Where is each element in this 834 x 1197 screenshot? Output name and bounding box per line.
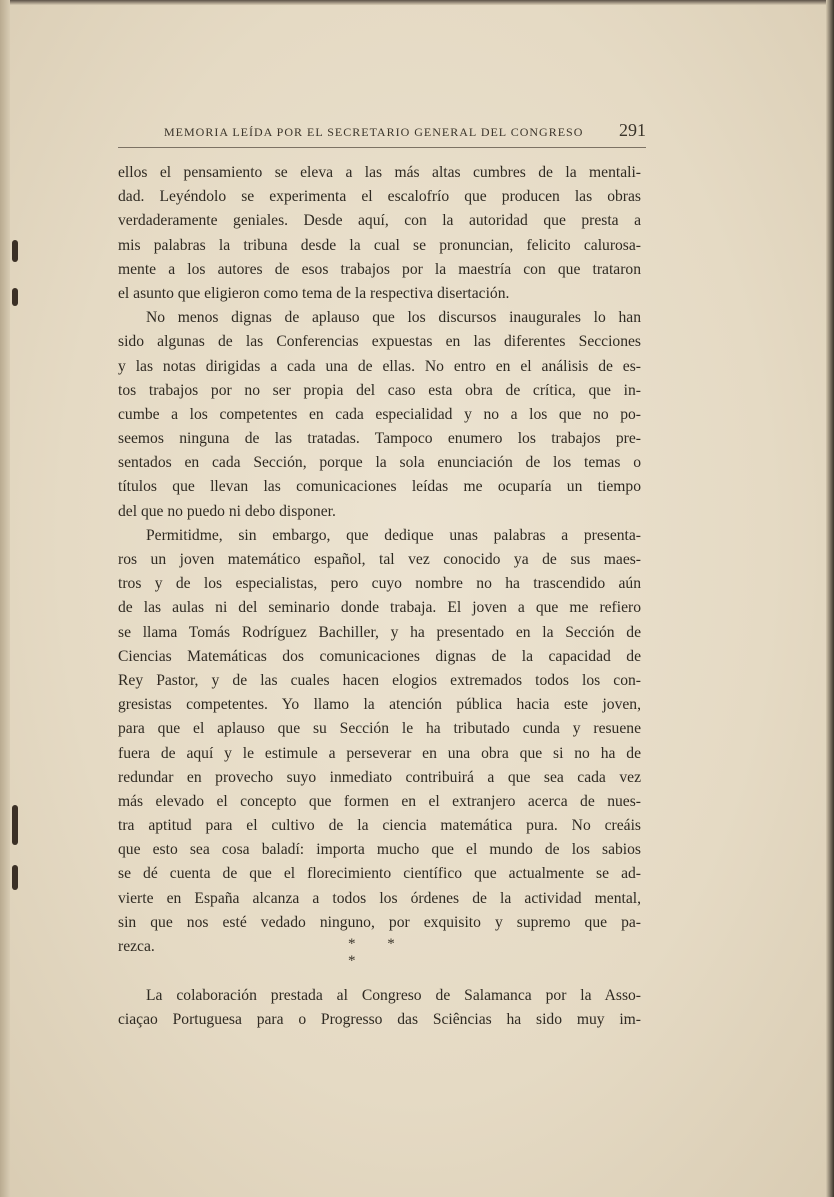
- text-line: vierte en España alcanza a todos los órdenes de la actividad mental,: [118, 889, 641, 907]
- page-right-edge: [826, 0, 834, 1197]
- text-line: mis palabras la tribuna desde la cual se pronuncian, felicito calurosa-: [118, 236, 641, 254]
- text-line: rezca.: [118, 938, 155, 955]
- text-line: se llama Tomás Rodríguez Bachiller, y ha presentado en la Sección de: [118, 623, 641, 641]
- closing-paragraph: [118, 984, 641, 1032]
- text-line: se dé cuenta de que el florecimiento científico que actualmente se ad-: [118, 865, 641, 883]
- text-line: sin que nos esté vedado ninguno, por exquisito y supremo que pa-: [118, 913, 641, 931]
- main-text: [118, 161, 641, 959]
- text-line: redundar en provecho suyo inmediato contribuirá a que sea cada vez: [118, 768, 641, 786]
- text-line: y las notas dirigidas a cada una de ellas. No entro en el análisis de es-: [118, 357, 641, 375]
- page-top-edge: [0, 0, 834, 5]
- text-line: mente a los autores de esos trabajos por la maestría con que trataron: [118, 260, 641, 278]
- text-line: del que no puedo ni debo disponer.: [118, 502, 336, 520]
- page-number: 291: [619, 120, 646, 140]
- text-line: ciaçao Portuguesa para o Progresso das Sciências ha sido muy im-: [118, 1011, 641, 1029]
- text-line: cumbe a los competentes en cada especialidad y no a los que no po-: [118, 405, 641, 423]
- section-separator: * * *: [348, 936, 409, 969]
- binding-hole-mark: [12, 865, 18, 890]
- text-line: gresistas competentes. Yo llamo la atención pública hacia este joven,: [118, 696, 641, 714]
- text-line: de las aulas ni del seminario donde trabaja. El joven a que me refiero: [118, 599, 641, 617]
- text-line: tra aptitud para el cultivo de la ciencia matemática pura. No creáis: [118, 817, 641, 835]
- paragraph-3: [118, 524, 641, 959]
- text-line: verdaderamente geniales. Desde aquí, con la autoridad que presta a: [118, 212, 641, 230]
- paragraph-1: [118, 161, 641, 306]
- text-line: dad. Leyéndolo se experimenta el escalofrío que producen las obras: [118, 188, 641, 206]
- running-header-title: MEMORIA LEÍDA POR EL SECRETARIO GENERAL DEL CONGRESO: [164, 125, 584, 139]
- text-line: ellos el pensamiento se eleva a las más altas cumbres de la mentali-: [118, 164, 641, 181]
- binding-hole-mark: [12, 240, 18, 262]
- text-line: Rey Pastor, y de las cuales hacen elogios extremados todos los con-: [118, 671, 641, 689]
- text-line: sido algunas de las Conferencias expuestas en las diferentes Secciones: [118, 333, 641, 351]
- text-line: el asunto que eligieron como tema de la respectiva disertación.: [118, 284, 510, 302]
- text-line: ros un joven matemático español, tal vez conocido ya de sus maes-: [118, 551, 641, 568]
- text-line: Permitidme, sin embargo, que dedique unas palabras a presenta-: [146, 526, 641, 544]
- text-line: seemos ninguna de las tratadas. Tampoco enumero los trabajos pre-: [118, 430, 641, 448]
- text-line: títulos que llevan las comunicaciones leídas me ocuparía un tiempo: [118, 478, 641, 496]
- text-line: sentados en cada Sección, porque la sola enunciación de los temas o: [118, 454, 641, 472]
- text-line: fuera de aquí y le estimule a perseverar en una obra que si no ha de: [118, 744, 641, 762]
- text-line: más elevado el concepto que formen en el extranjero acerca de nues-: [118, 792, 641, 810]
- text-line: No menos dignas de aplauso que los discursos inaugurales lo han: [146, 309, 641, 327]
- binding-hole-mark: [12, 288, 18, 306]
- page-left-edge: [0, 0, 10, 1197]
- text-line: Ciencias Matemáticas dos comunicaciones dignas de la capacidad de: [118, 647, 641, 665]
- text-line: tos trabajos por no ser propia del caso esta obra de crítica, que in-: [118, 381, 641, 399]
- binding-hole-mark: [12, 805, 18, 845]
- paragraph-2: [118, 306, 641, 524]
- text-line: para que el aplauso que su Sección le ha tributado cunda y resuene: [118, 720, 641, 738]
- running-header: [118, 120, 646, 144]
- header-rule: [118, 147, 646, 148]
- text-line: La colaboración prestada al Congreso de Salamanca por la Asso-: [146, 987, 641, 1004]
- text-line: que esto sea cosa baladí: importa mucho que el mundo de los sabios: [118, 841, 641, 859]
- text-line: tros y de los especialistas, pero cuyo nombre no ha trascendido aún: [118, 575, 641, 593]
